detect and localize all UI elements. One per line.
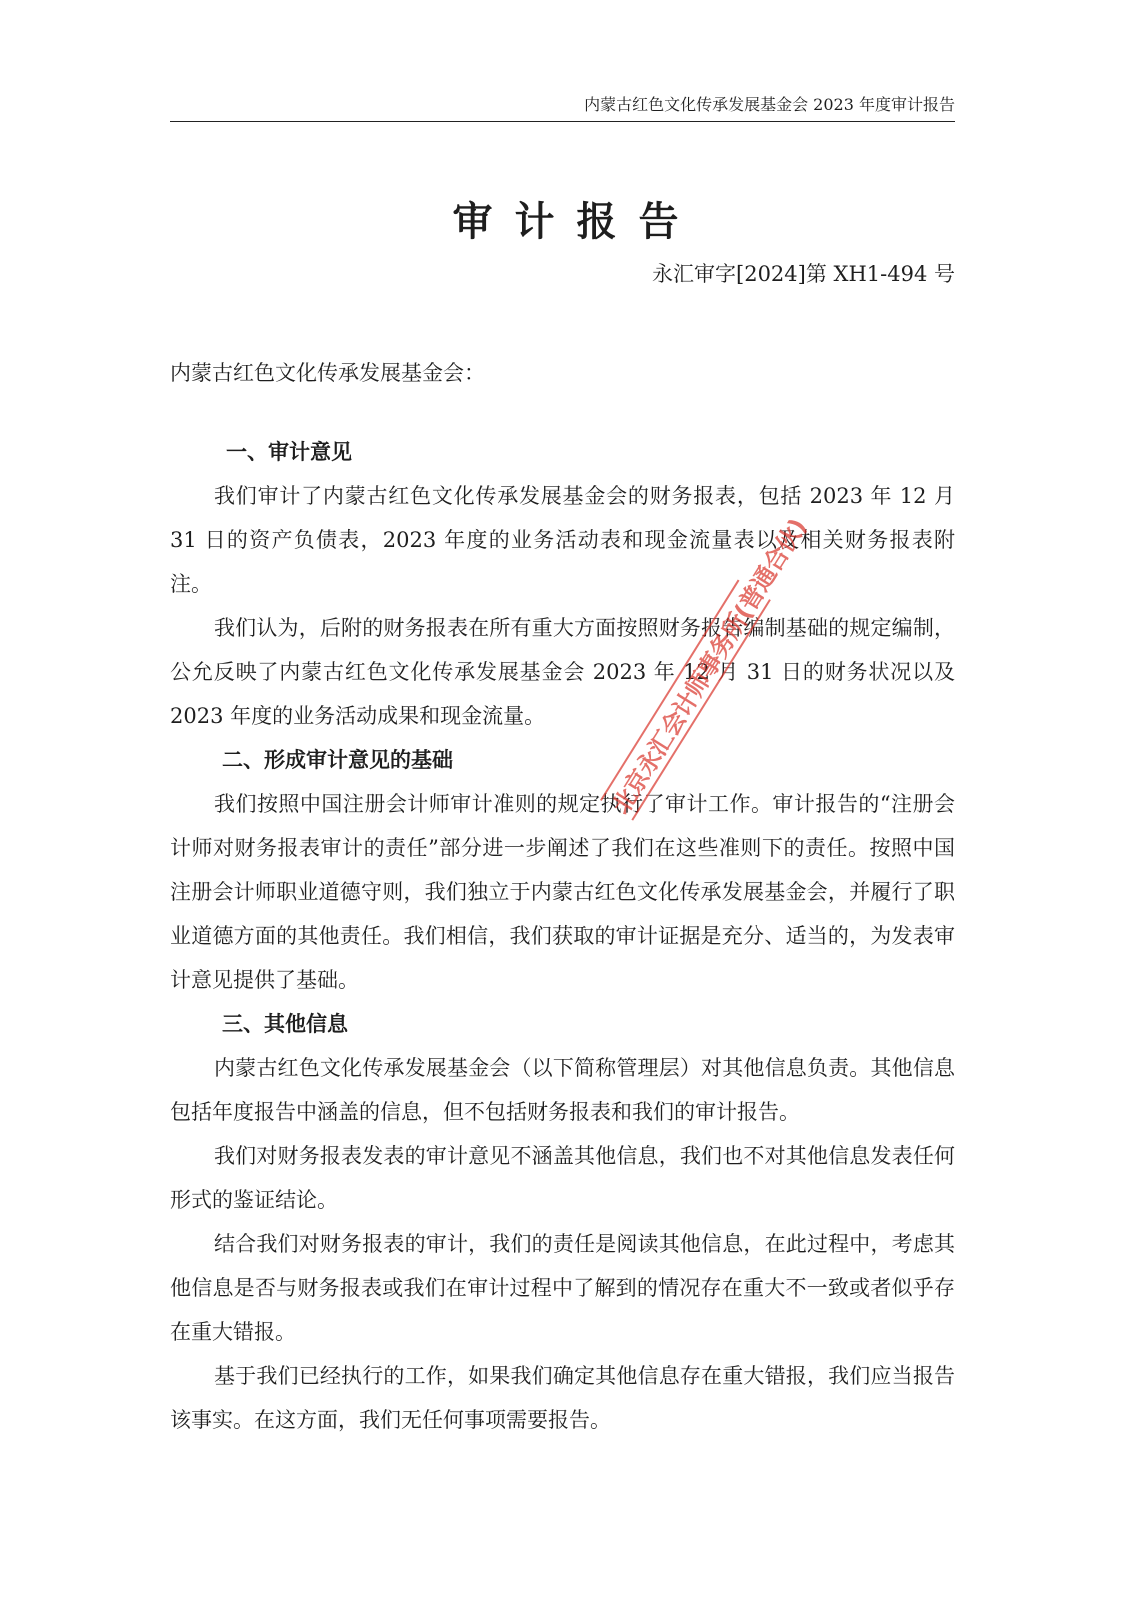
paragraph: 我们审计了内蒙古红色文化传承发展基金会的财务报表，包括 2023 年 12 月 31 日的资产负债表，2023 年度的业务活动表和现金流量表以及相关财务报表附注。 bbox=[170, 484, 955, 596]
paragraph: 我们认为，后附的财务报表在所有重大方面按照财务报告编制基础的规定编制，公允反映了内蒙古红色文化传承发展基金会 2023 年 12 月 31 日的财务状况以及 2023 年度的业务活动成果和现金流量。 bbox=[170, 616, 955, 728]
seal-stamp-text: 北京永汇会计师事务所(普通合伙) bbox=[600, 580, 771, 821]
report-body bbox=[170, 430, 955, 1442]
running-header: 内蒙古红色文化传承发展基金会 2023 年度审计报告 bbox=[170, 92, 955, 122]
reference-number: 永汇审字[2024]第 XH1-494 号 bbox=[652, 262, 955, 286]
section-heading-other-info: 三、其他信息 bbox=[222, 1012, 348, 1036]
paragraph: 基于我们已经执行的工作，如果我们确定其他信息存在重大错报，我们应当报告该事实。在这方面，我们无任何事项需要报告。 bbox=[170, 1364, 955, 1432]
paragraph: 结合我们对财务报表的审计，我们的责任是阅读其他信息，在此过程中，考虑其他信息是否与财务报表或我们在审计过程中了解到的情况存在重大不一致或者似乎存在重大错报。 bbox=[170, 1232, 955, 1344]
section-heading-audit-opinion: 一、审计意见 bbox=[226, 440, 352, 464]
paragraph: 内蒙古红色文化传承发展基金会（以下简称管理层）对其他信息负责。其他信息包括年度报告中涵盖的信息，但不包括财务报表和我们的审计报告。 bbox=[170, 1056, 955, 1124]
paragraph: 我们对财务报表发表的审计意见不涵盖其他信息，我们也不对其他信息发表任何形式的鉴证结论。 bbox=[170, 1144, 955, 1212]
section-heading-basis: 二、形成审计意见的基础 bbox=[222, 748, 453, 772]
paragraph: 我们按照中国注册会计师审计准则的规定执行了审计工作。审计报告的“注册会计师对财务报表审计的责任”部分进一步阐述了我们在这些准则下的责任。按照中国注册会计师职业道德守则，我们独立于内蒙古红色文化传承发展基金会，并履行了职业道德方面的其他责任。我们相信，我们获取的审计证据是充分、适当的，为发表审计意见提供了基础。 bbox=[170, 792, 955, 992]
page-title: 审计报告 bbox=[452, 199, 701, 245]
addressee: 内蒙古红色文化传承发展基金会： bbox=[170, 361, 485, 385]
